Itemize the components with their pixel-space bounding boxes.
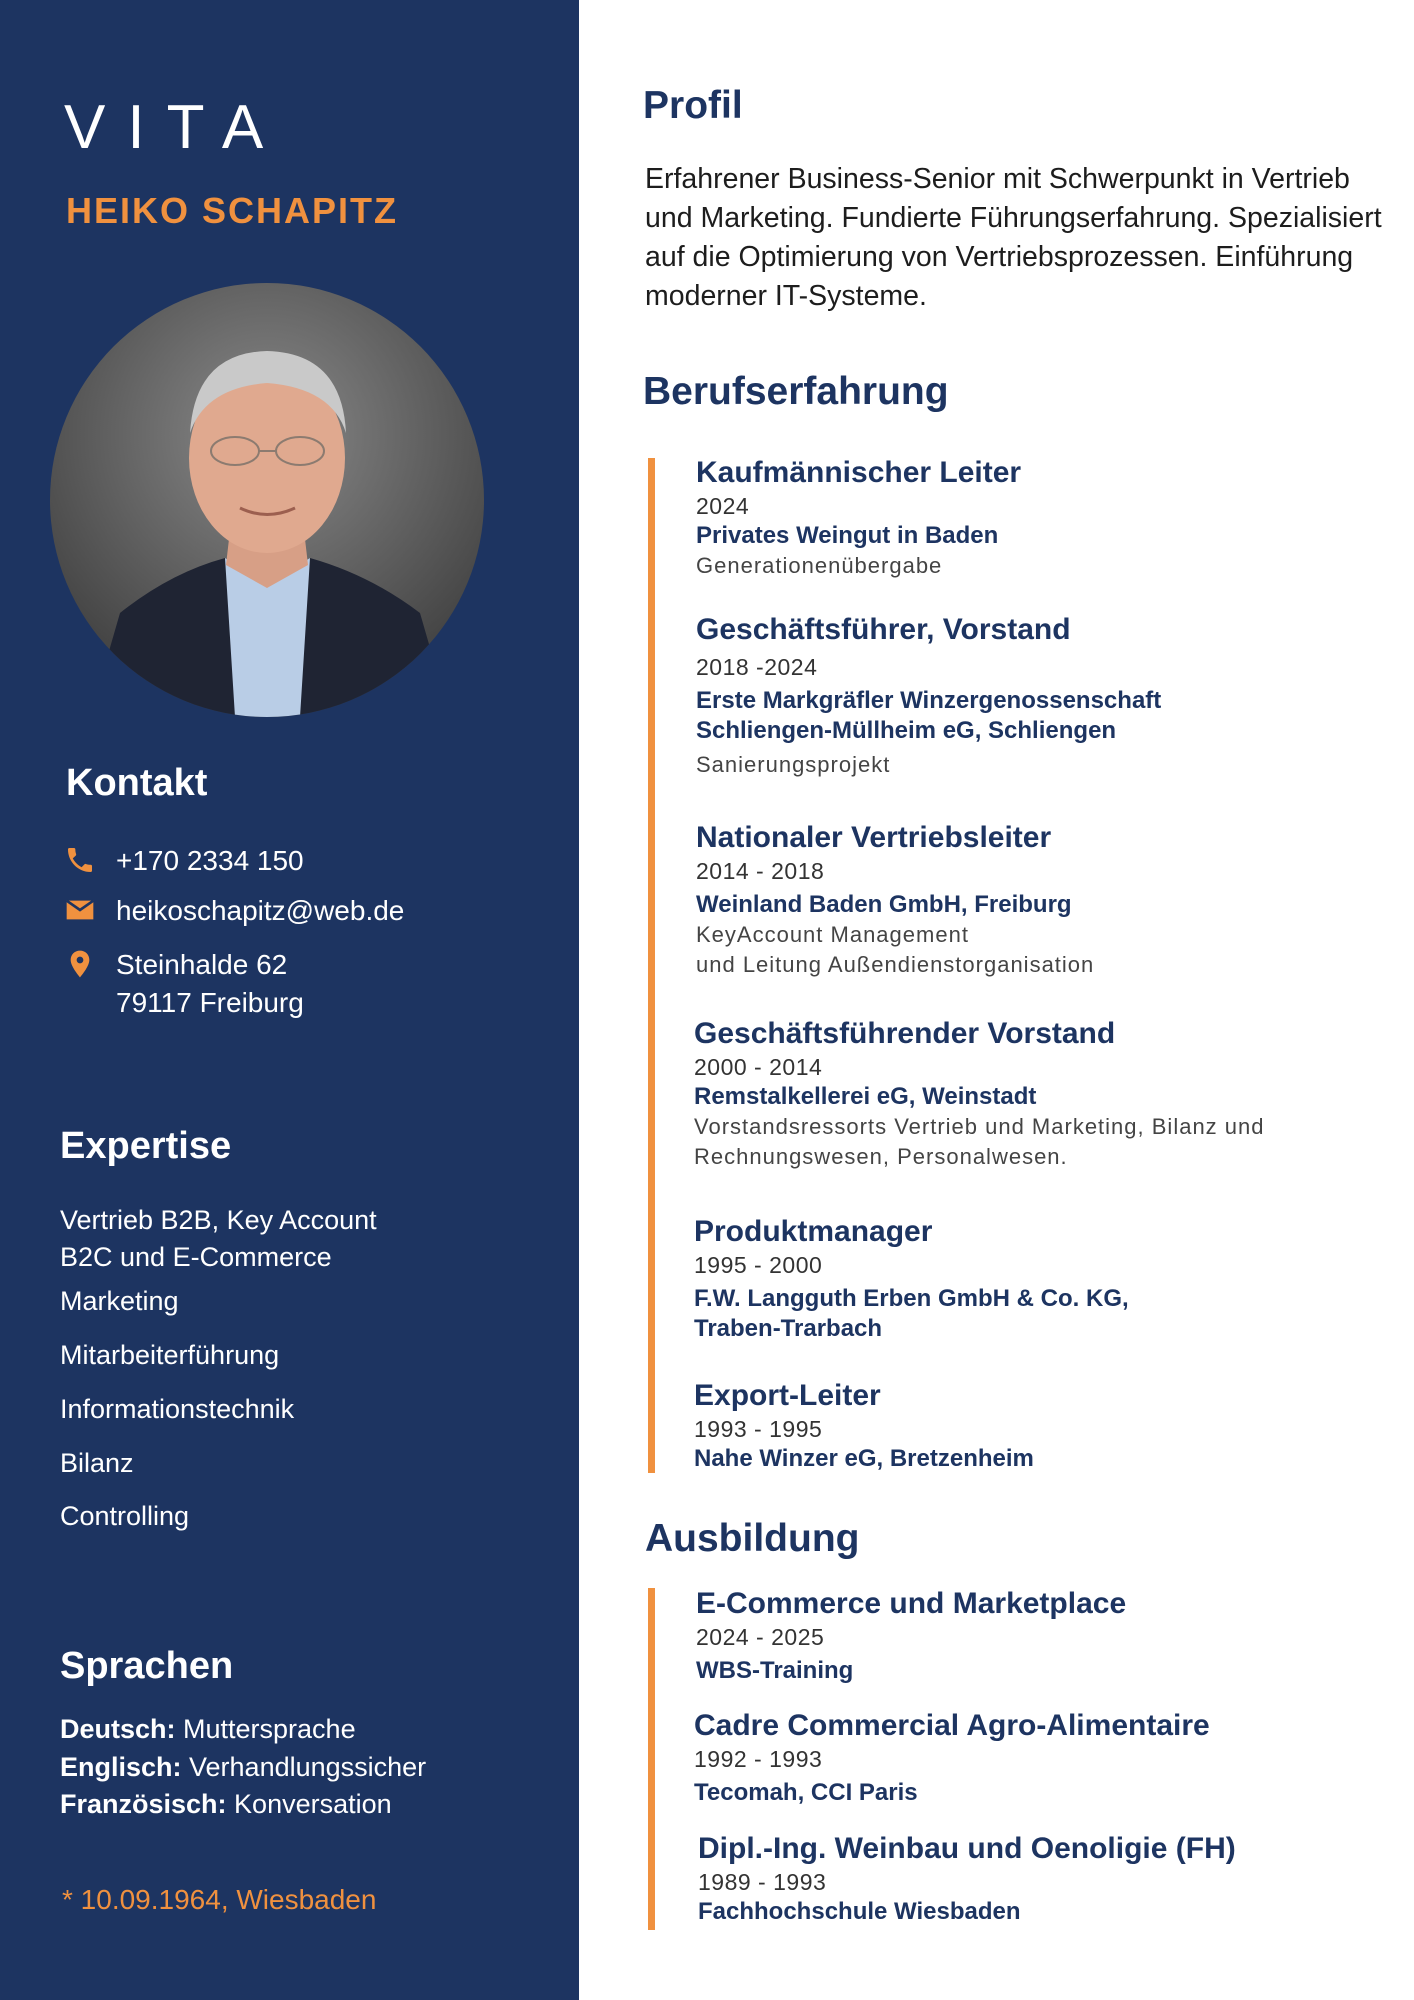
experience-timeline-bar [648,458,655,1473]
job-company: Weinland Baden GmbH, Freiburg [696,891,1072,918]
education-title: E-Commerce und Marketplace [696,1587,1127,1620]
expertise-item: Informationstechnik [60,1394,295,1424]
profile-heading: Profil [643,84,743,127]
job-years: 1995 - 2000 [694,1252,823,1278]
education-entry [694,1708,1210,1808]
expertise-item: Marketing [60,1286,179,1316]
job-description-line2: Rechnungswesen, Personalwesen. [694,1144,1068,1169]
job-entry [696,612,1161,780]
education-school: Fachhochschule Wiesbaden [698,1898,1021,1925]
education-entry [698,1831,1236,1927]
job-title: Nationaler Vertriebsleiter [696,821,1052,854]
contact-heading: Kontakt [66,762,208,804]
job-years: 2014 - 2018 [696,858,825,884]
contact-address [64,946,304,1022]
education-heading: Ausbildung [645,1517,860,1560]
phone-number: +170 2334 150 [116,845,304,876]
job-company: F.W. Langguth Erben GmbH & Co. KG, [694,1285,1129,1312]
job-description: Sanierungsprojekt [696,752,891,777]
job-entry [696,820,1094,980]
job-entry [694,1016,1265,1172]
job-company: Privates Weingut in Baden [696,522,999,549]
language-name: Englisch: [60,1752,182,1782]
language-level: Muttersprache [175,1714,356,1744]
contact-email [64,892,404,930]
language-name: Französisch: [60,1789,227,1819]
languages-heading: Sprachen [60,1645,234,1687]
language-item [60,1752,426,1783]
job-company-line2: Traben-Trarbach [694,1315,883,1342]
job-title: Geschäftsführender Vorstand [694,1017,1116,1050]
education-years: 2024 - 2025 [696,1624,825,1650]
education-school: WBS-Training [696,1657,854,1684]
job-description: KeyAccount Management [696,922,969,947]
language-item [60,1789,392,1820]
education-entry [696,1586,1126,1686]
education-title: Dipl.-Ing. Weinbau und Oenoligie (FH) [698,1832,1236,1865]
expertise-item: Mitarbeiterführung [60,1340,280,1370]
education-years: 1992 - 1993 [694,1746,823,1772]
education-timeline-bar [648,1588,655,1930]
profile-text: Erfahrener Business-Senior mit Schwerpunkt in Vertrieb und Marketing. Fundierte Führungserfahrung. Spezialisiert auf die Optimierung von Vertriebsprozessen. Einführung moderner IT-Systeme. [645,163,1382,312]
education-title: Cadre Commercial Agro-Alimentaire [694,1709,1210,1742]
language-level: Konversation [226,1789,392,1819]
job-years: 1993 - 1995 [694,1416,823,1442]
job-company-line2: Schliengen-Müllheim eG, Schliengen [696,717,1117,744]
document-title: VITA [64,93,286,162]
expertise-item: Vertrieb B2B, Key Account [60,1205,377,1235]
expertise-item: B2C und E-Commerce [60,1242,332,1272]
job-years: 2024 [696,493,750,519]
job-description: Vorstandsressorts Vertrieb und Marketing, Bilanz und [694,1114,1265,1139]
phone-icon [64,844,96,876]
address-city: 79117 Freiburg [116,987,304,1018]
location-pin-icon [64,948,96,980]
education-years: 1989 - 1993 [698,1869,827,1895]
job-years: 2000 - 2014 [694,1054,823,1080]
experience-heading: Berufserfahrung [643,370,949,413]
profile-photo [50,283,484,717]
mail-icon [64,894,96,926]
email-address: heikoschapitz@web.de [116,895,405,926]
expertise-heading: Expertise [60,1125,232,1167]
job-company: Erste Markgräfler Winzergenossenschaft [696,687,1162,714]
job-title: Produktmanager [694,1215,933,1248]
address [116,946,304,1022]
birth-info: * 10.09.1964, Wiesbaden [62,1884,377,1915]
job-title: Kaufmännischer Leiter [696,456,1022,489]
job-title: Export-Leiter [694,1379,881,1412]
language-level: Verhandlungssicher [181,1752,427,1782]
job-years: 2018 -2024 [696,654,818,680]
job-company: Remstalkellerei eG, Weinstadt [694,1083,1037,1110]
job-title: Geschäftsführer, Vorstand [696,613,1071,646]
expertise-item: Bilanz [60,1448,134,1478]
job-entry [696,455,1021,581]
education-school: Tecomah, CCI Paris [694,1779,918,1806]
contact-phone [64,842,304,880]
sidebar [0,0,579,2000]
language-name: Deutsch: [60,1714,176,1744]
job-entry [694,1378,1034,1474]
job-company: Nahe Winzer eG, Bretzenheim [694,1445,1034,1472]
person-name: HEIKO SCHAPITZ [66,190,399,231]
job-description: Generationenübergabe [696,553,943,578]
job-description-line2: und Leitung Außendienstorganisation [696,952,1095,977]
language-item [60,1714,356,1745]
job-entry [694,1214,1129,1344]
address-street: Steinhalde 62 [116,949,288,980]
expertise-item: Controlling [60,1501,190,1531]
